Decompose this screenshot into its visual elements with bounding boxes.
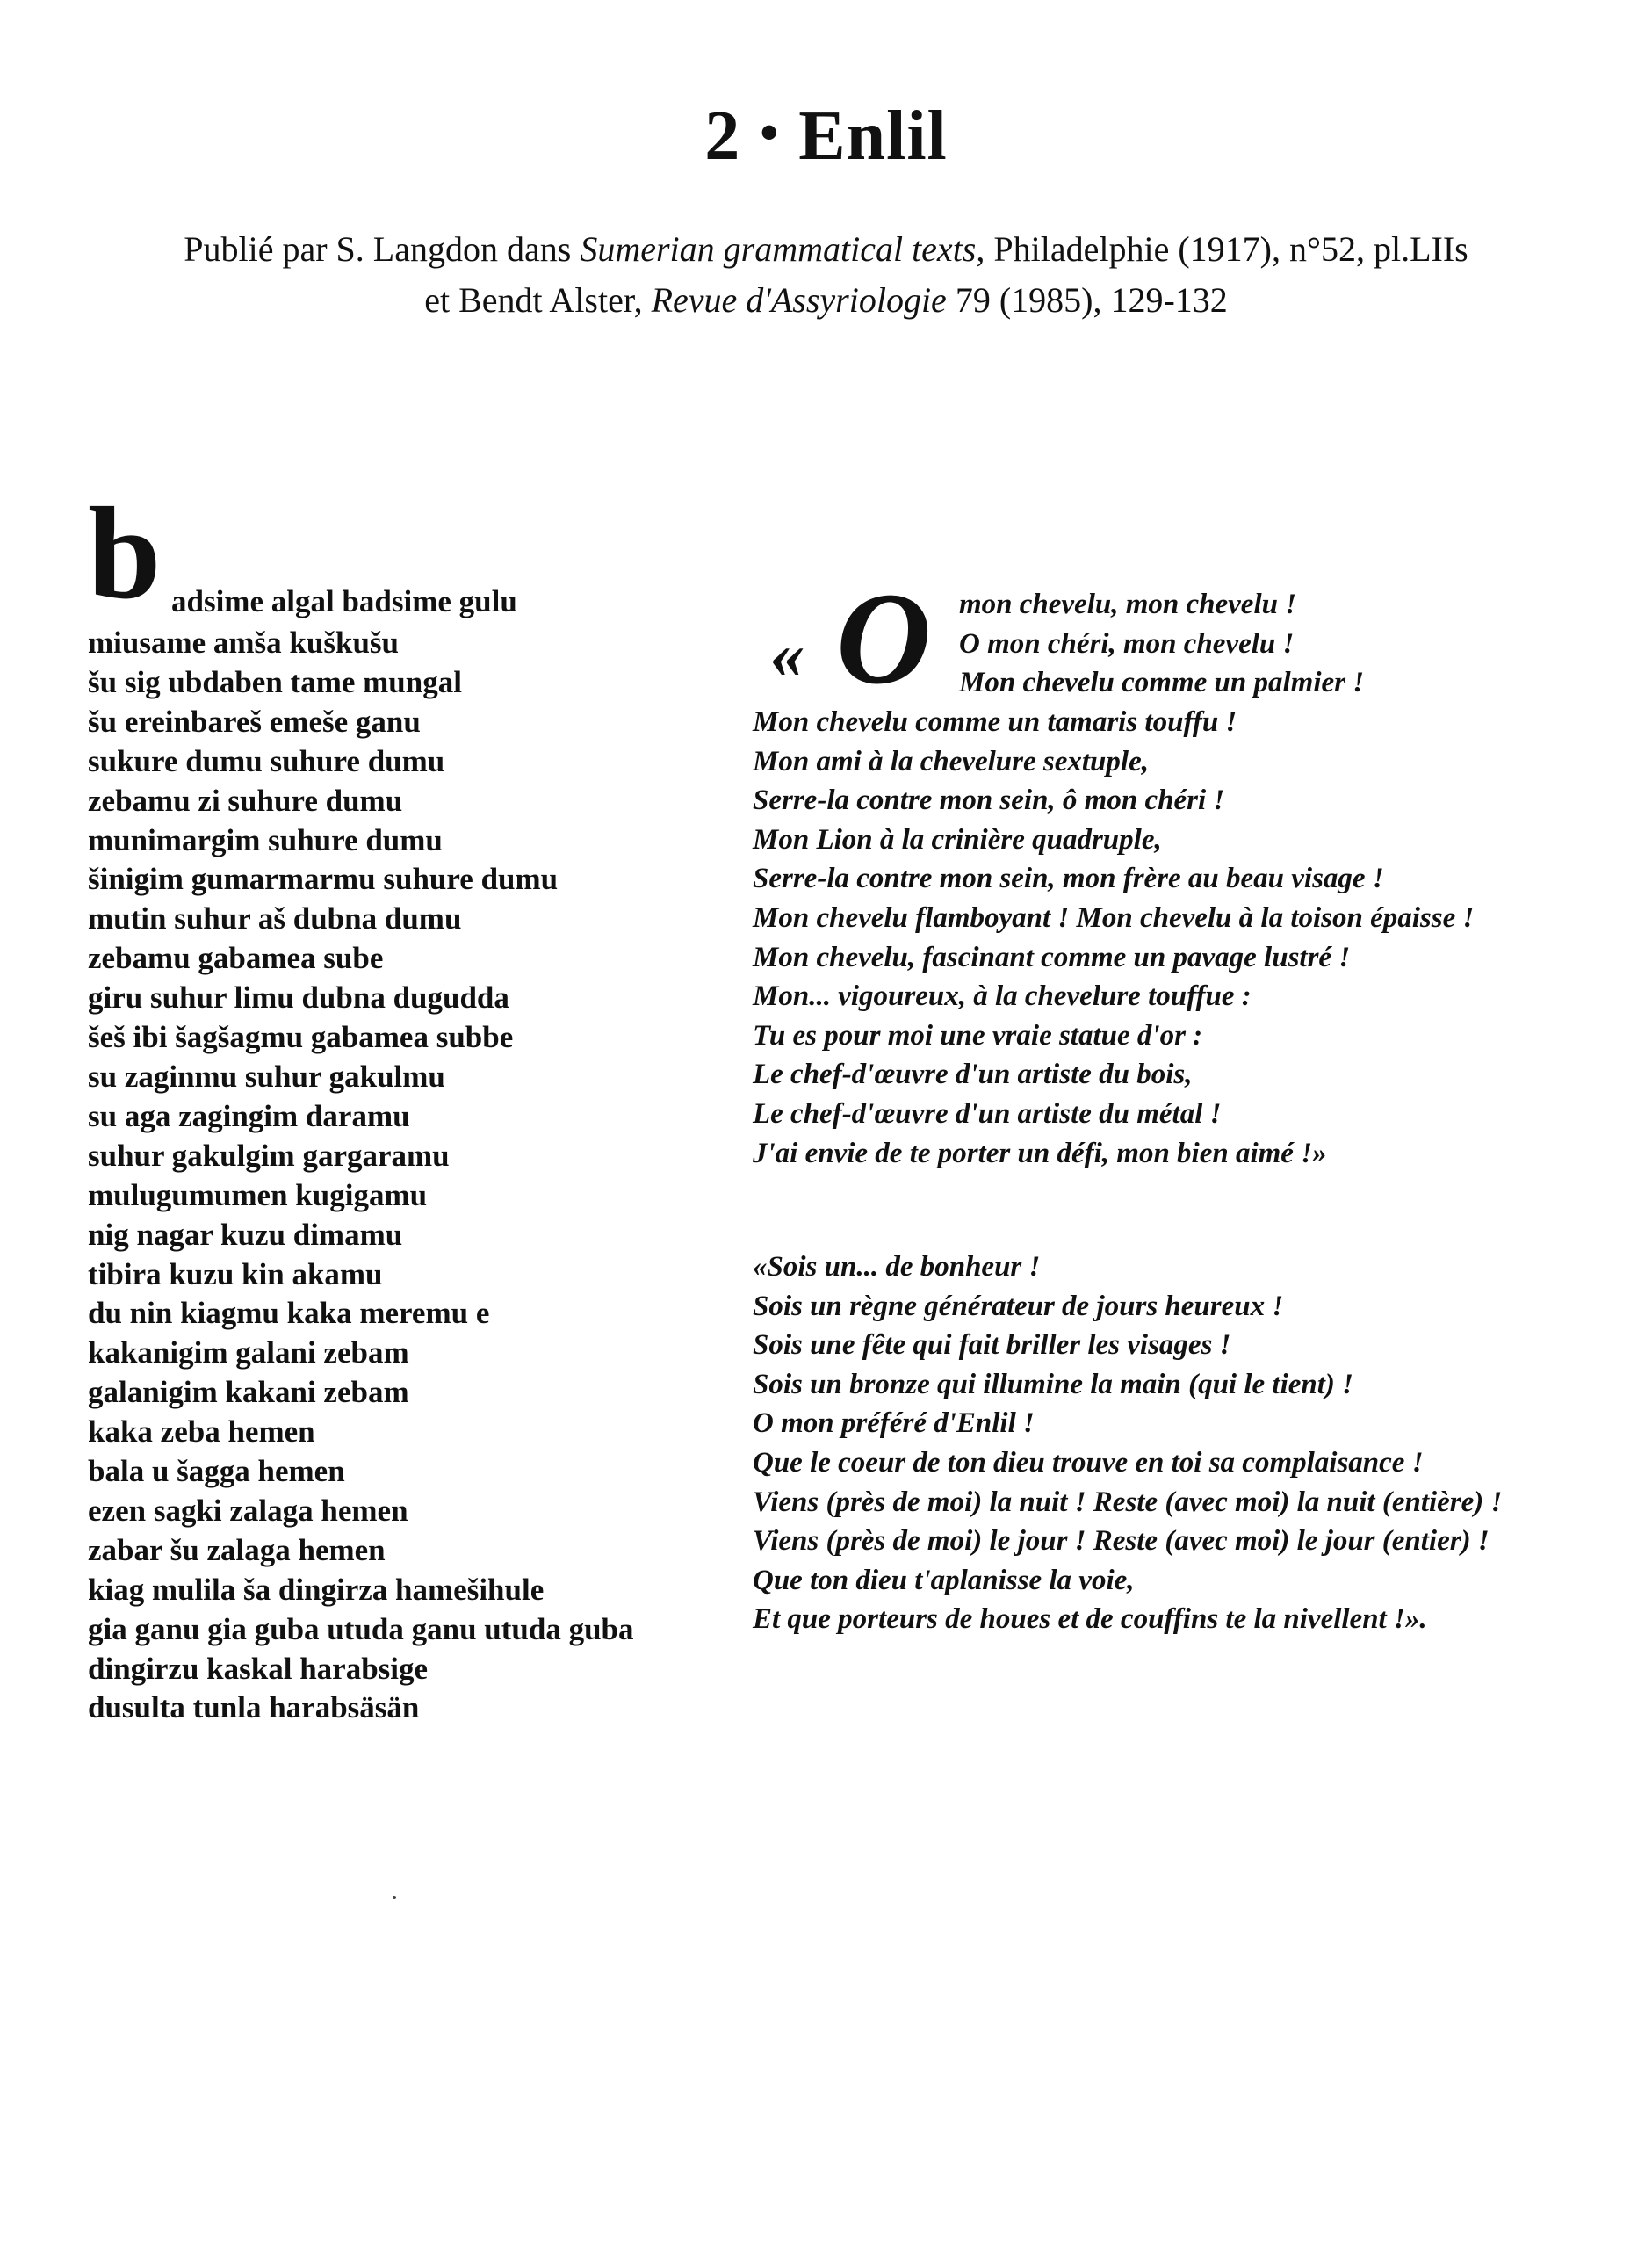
drop-cap: b bbox=[88, 481, 162, 626]
sumerian-line: su aga zagingim daramu bbox=[88, 1098, 410, 1133]
verse-line: Sois une fête qui fait briller les visages ! bbox=[753, 1329, 1231, 1362]
verse-line: Viens (près de moi) la nuit ! Reste (avec moi) la nuit (entière) ! bbox=[753, 1486, 1503, 1518]
verse-line: Mon ami à la chevelure sextuple, bbox=[753, 745, 1149, 777]
citation-text: et Bendt Alster, bbox=[424, 280, 652, 320]
verse-line: O mon chéri, mon chevelu ! bbox=[959, 627, 1295, 660]
citation-journal-title: Revue d'Assyriologie bbox=[651, 280, 947, 320]
sumerian-line: miusame amša kuškušu bbox=[88, 626, 399, 660]
sumerian-line: kaka zeba hemen bbox=[88, 1414, 315, 1450]
verse-line: Mon chevelu, fascinant comme un pavage lustré ! bbox=[753, 941, 1351, 973]
sumerian-line: mulugumumen kugigamu bbox=[88, 1177, 428, 1212]
source-citation bbox=[0, 224, 1652, 326]
sumerian-line: zabar šu zalaga hemen bbox=[88, 1532, 386, 1567]
sumerian-line: kakanigim galani zebam bbox=[88, 1335, 409, 1370]
verse-1-opening bbox=[959, 585, 1364, 703]
sumerian-line: ezen sagki zalaga hemen bbox=[88, 1493, 408, 1528]
sumerian-line: giru suhur limu dubna dugudda bbox=[88, 980, 509, 1016]
title-separator: • bbox=[760, 104, 780, 162]
sumerian-line: suhur gakulgim gargaramu bbox=[88, 1138, 450, 1173]
sumerian-line: dingirzu kaskal harabsige bbox=[88, 1651, 429, 1686]
verse-line: Tu es pour moi une vraie statue d'or : bbox=[753, 1019, 1203, 1052]
verse-line: Mon Lion à la crinière quadruple, bbox=[753, 823, 1162, 856]
sumerian-lines bbox=[88, 624, 634, 1728]
sumerian-line: šeš ibi šagšagmu gabamea subbe bbox=[88, 1020, 514, 1055]
citation-text: 79 (1985), 129-132 bbox=[946, 280, 1228, 320]
sumerian-line: šinigim gumarmarmu suhure dumu bbox=[88, 862, 559, 897]
citation-line-1 bbox=[0, 224, 1652, 275]
verse-line: «Sois un... de bonheur ! bbox=[753, 1251, 1041, 1283]
verse-1 bbox=[753, 703, 1474, 1173]
chapter-name: Enlil bbox=[798, 98, 948, 175]
sumerian-line: du nin kiagmu kaka meremu e bbox=[88, 1296, 490, 1331]
verse-line: Mon chevelu comme un tamaris touffu ! bbox=[753, 706, 1237, 738]
sumerian-line: sukure dumu suhure dumu bbox=[88, 743, 445, 778]
sumerian-line: zebamu gabamea sube bbox=[88, 941, 384, 976]
sumerian-line: tibira kuzu kin akamu bbox=[88, 1256, 383, 1291]
verse-line: O mon préféré d'Enlil ! bbox=[753, 1407, 1035, 1440]
verse-line: Viens (près de moi) le jour ! Reste (avec moi) le jour (entier) ! bbox=[753, 1525, 1490, 1558]
sumerian-line: galanigim kakani zebam bbox=[88, 1375, 409, 1410]
opening-quote: « bbox=[770, 616, 804, 692]
verse-line: Mon chevelu flamboyant ! Mon chevelu à la toison épaisse ! bbox=[753, 901, 1475, 934]
verse-line: Que ton dieu t'aplanisse la voie, bbox=[753, 1564, 1135, 1596]
verse-line: Serre-la contre mon sein, ô mon chéri ! bbox=[753, 785, 1225, 817]
verse-line: mon chevelu, mon chevelu ! bbox=[959, 589, 1297, 620]
sumerian-line: mutin suhur aš dubna dumu bbox=[88, 901, 462, 936]
sumerian-first-line: adsime algal badsime gulu bbox=[171, 584, 517, 618]
sumerian-line: šu sig ubdaben tame mungal bbox=[88, 664, 462, 699]
verse-line: Et que porteurs de houes et de couffins te la nivellent !». bbox=[753, 1603, 1427, 1636]
page-title bbox=[0, 97, 1652, 177]
sumerian-line: munimargim suhure dumu bbox=[88, 822, 443, 857]
sumerian-line: zebamu zi suhure dumu bbox=[88, 783, 403, 818]
verse-line: Que le coeur de ton dieu trouve en toi sa complaisance ! bbox=[753, 1446, 1424, 1479]
citation-text: , Philadelphie (1917), n°52, pl.LIIs bbox=[976, 229, 1468, 269]
sumerian-line: gia ganu gia guba utuda ganu utuda guba bbox=[88, 1611, 634, 1646]
verse-line: Serre-la contre mon sein, mon frère au beau visage ! bbox=[753, 863, 1384, 895]
print-speck bbox=[393, 1896, 396, 1899]
sumerian-line: šu ereinbareš emeše ganu bbox=[88, 704, 421, 739]
sumerian-line: nig nagar kuzu dimamu bbox=[88, 1217, 403, 1252]
verse-line: J'ai envie de te porter un défi, mon bien aimé !» bbox=[753, 1137, 1327, 1169]
verse-line: Mon... vigoureux, à la chevelure touffue : bbox=[753, 980, 1252, 1013]
chapter-number: 2 bbox=[704, 98, 741, 175]
verse-line: Sois un bronze qui illumine la main (qui le tient) ! bbox=[753, 1368, 1353, 1400]
sumerian-line: bala u šagga hemen bbox=[88, 1454, 345, 1489]
sumerian-line: su zaginmu suhur gakulmu bbox=[88, 1059, 445, 1094]
verse-line: Mon chevelu comme un palmier ! bbox=[959, 667, 1365, 699]
sumerian-line: dusulta tunla harabsäsän bbox=[88, 1690, 420, 1725]
verse-line: Le chef-d'œuvre d'un artiste du métal ! bbox=[753, 1097, 1222, 1130]
sumerian-line: kiag mulila ša dingirza hamešihule bbox=[88, 1572, 545, 1607]
citation-line-2 bbox=[0, 275, 1652, 326]
verse-2 bbox=[753, 1247, 1502, 1639]
verse-line: Le chef-d'œuvre d'un artiste du bois, bbox=[753, 1059, 1193, 1091]
citation-book-title: Sumerian grammatical texts bbox=[580, 229, 977, 269]
citation-text: Publié par S. Langdon dans bbox=[184, 229, 581, 269]
drop-cap: O bbox=[836, 566, 932, 712]
verse-line: Sois un règne générateur de jours heureux ! bbox=[753, 1290, 1284, 1322]
